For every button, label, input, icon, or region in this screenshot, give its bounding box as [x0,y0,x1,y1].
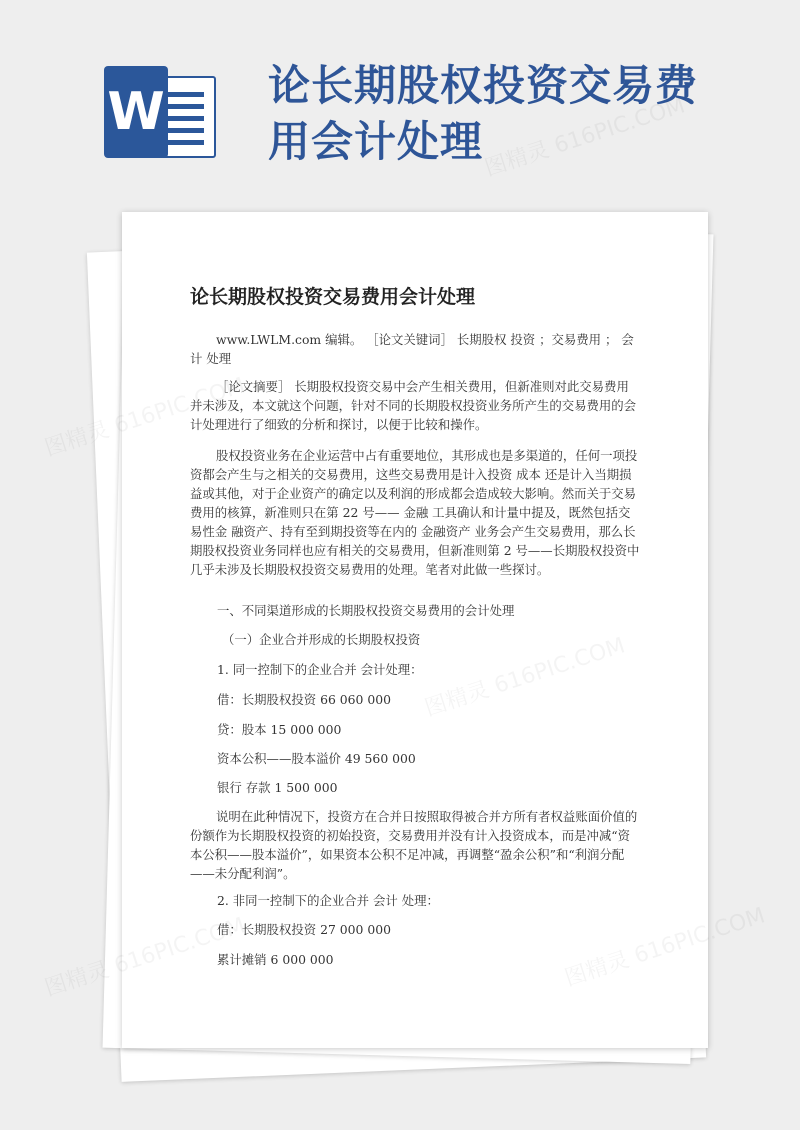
journal-entry-line: 借：长期股权投资 27 000 000 [217,922,392,937]
keywords-paragraph: www.LWLM.com 编辑。 ［论文关键词］ 长期股权 投资 ；交易费用 ； 会计 处理 [190,332,634,366]
section-heading: 一、不同渠道形成的长期股权投资交易费用的会计处理 [217,603,515,618]
subsection-heading: （一）企业合并形成的长期股权投资 [222,632,421,647]
journal-entry-line: 累计摊销 6 000 000 [217,952,334,967]
journal-entry-line: 贷：股本 15 000 000 [217,722,342,737]
abstract-paragraph: ［论文摘要］ 长期股权投资交易中会产生相关费用，但新准则对此交易费用并未涉及，本文就这个问题，针对不同的长期股权投资业务所产生的交易费用的会计处理进行了细致的分析和探讨，以便于比较和操作。 [190,379,637,432]
item-heading: 2. 非同一控制下的企业合并 会计 处理： [217,893,439,908]
body-paragraph: 股权投资业务在企业运营中占有重要地位，其形成也是多渠道的，任何一项投资都会产生与之相关的交易费用，这些交易费用是计入投资 成本 还是计入当期损益或其他，对于企业资产的确定以及利润的形成都会造成较大影响。然而关于交易费用的核算，新准则只在第 22 号—— 金融 工具确认和计量中提及，既然包括交易性金 融资产、持有至到期投资等在内的 金融资产 业务会产生交易费用，那么长期股权投资业务同样也应有相关的交易费用，但新准则第 2 号——长期股权投资中几乎未涉及长期股权投资交易费用的处理。笔者对此做一些探讨。 [190,448,640,577]
item-heading: 1. 同一控制下的企业合并 会计处理： [217,662,423,677]
page-title: 论长期股权投资交易费用会计处理 [268,61,699,166]
word-w-badge: W [104,66,168,158]
word-document-icon [104,66,216,158]
journal-entry-line: 借：长期股权投资 66 060 000 [217,692,392,707]
explanation-paragraph: 说明在此种情况下，投资方在合并日按照取得被合并方所有者权益账面价值的份额作为长期股权投资的初始投资，交易费用并没有计入投资成本，而是冲减“资本公积——股本溢价”，如果资本公积不足冲减，再调整“盈余公积”和“利润分配——未分配利润”。 [190,809,638,881]
journal-entry-line: 银行 存款 1 500 000 [217,780,338,795]
journal-entry-line: 资本公积——股本溢价 49 560 000 [217,751,416,766]
document-title: 论长期股权投资交易费用会计处理 [190,286,476,308]
